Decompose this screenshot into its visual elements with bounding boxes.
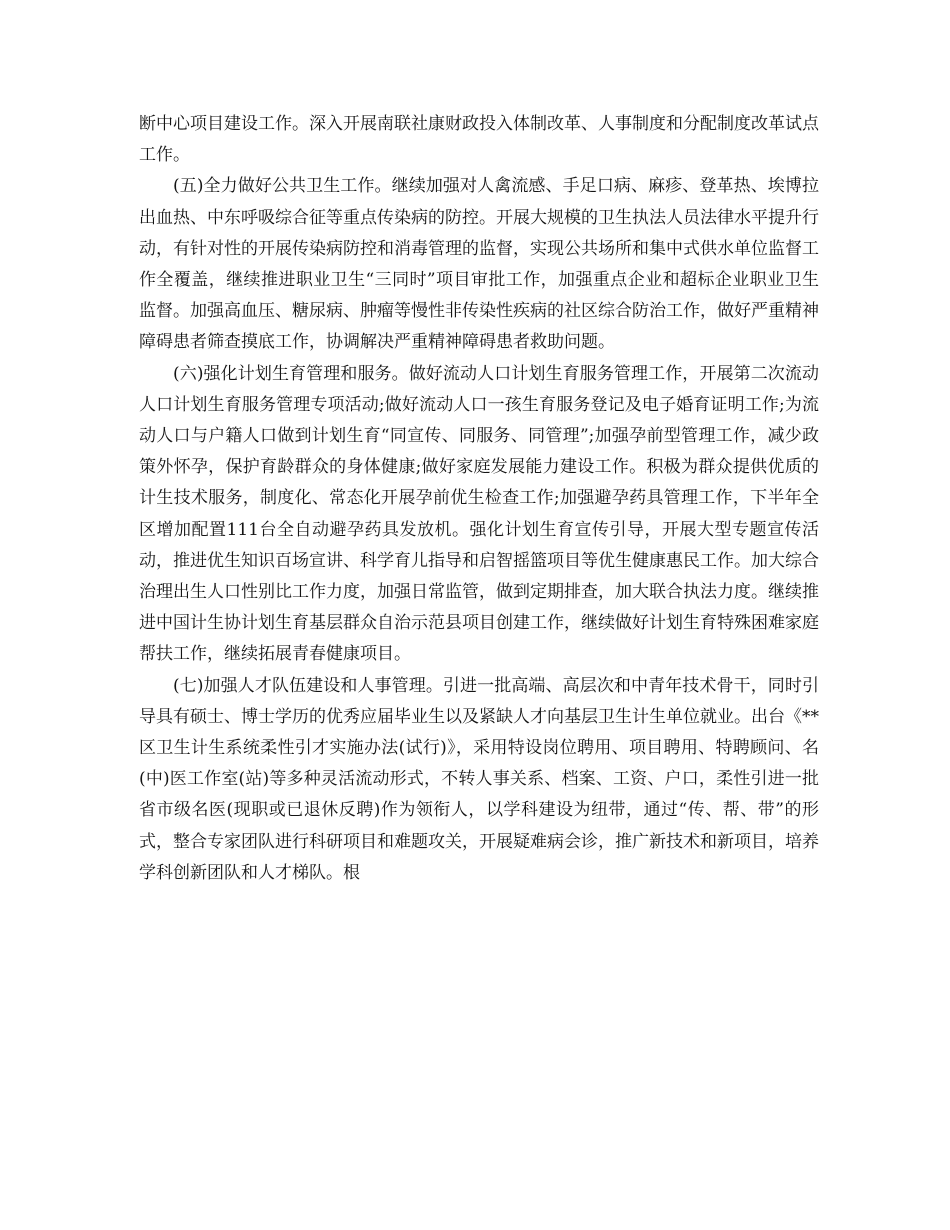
paragraph-section-five: (五)全力做好公共卫生工作。继续加强对人禽流感、手足口病、麻疹、登革热、埃博拉出血热、中东呼吸综合征等重点传染病的防控。开展大规模的卫生执法人员法律水平提升行动，有针对性的开展传染病防控和消毒管理的监督，实现公共场所和集中式供水单位监督工作全覆盖，继续推进职业卫生“三同时”项目审批工作，加强重点企业和超标企业职业卫生监督。加强高血压、糖尿病、肿瘤等慢性非传染性疾病的社区综合防治工作，做好严重精神障碍患者筛查摸底工作，协调解决严重精神障碍患者救助问题。 (139, 176, 819, 353)
document-body (139, 109, 819, 889)
paragraph-section-seven: (七)加强人才队伍建设和人事管理。引进一批高端、高层次和中青年技术骨干，同时引导具有硕士、博士学历的优秀应届毕业生以及紧缺人才向基层卫生计生单位就业。出台《**区卫生计生系统柔性引才实施办法(试行)》，采用特设岗位聘用、项目聘用、特聘顾问、名(中)医工作室(站)等多种灵活流动形式，不转人事关系、档案、工资、户口，柔性引进一批省市级名医(现职或已退休反聘)作为领衔人，以学科建设为纽带，通过“传、帮、带”的形式，整合专家团队进行科研项目和难题攻关，开展疑难病会诊，推广新技术和新项目，培养学科创新团队和人才梯队。根 (139, 675, 819, 883)
paragraph-section-six: (六)强化计划生育管理和服务。做好流动人口计划生育服务管理工作，开展第二次流动人口计划生育服务管理专项活动;做好流动人口一孩生育服务登记及电子婚育证明工作;为流动人口与户籍人口做到计划生育“同宣传、同服务、同管理”;加强孕前型管理工作，减少政策外怀孕，保护育龄群众的身体健康;做好家庭发展能力建设工作。积极为群众提供优质的计生技术服务，制度化、常态化开展孕前优生检查工作;加强避孕药具管理工作，下半年全区增加配置111台全自动避孕药具发放机。强化计划生育宣传引导，开展大型专题宣传活动，推进优生知识百场宣讲、科学育儿指导和启智摇篮项目等优生健康惠民工作。加大综合治理出生人口性别比工作力度，加强日常监管，做到定期排查，加大联合执法力度。继续推进中国计生协计划生育基层群众自治示范县项目创建工作，继续做好计划生育特殊困难家庭帮扶工作，继续拓展青春健康项目。 (139, 363, 819, 665)
paragraph-continued: 断中心项目建设工作。深入开展南联社康财政投入体制改革、人事制度和分配制度改革试点工作。 (139, 114, 819, 166)
